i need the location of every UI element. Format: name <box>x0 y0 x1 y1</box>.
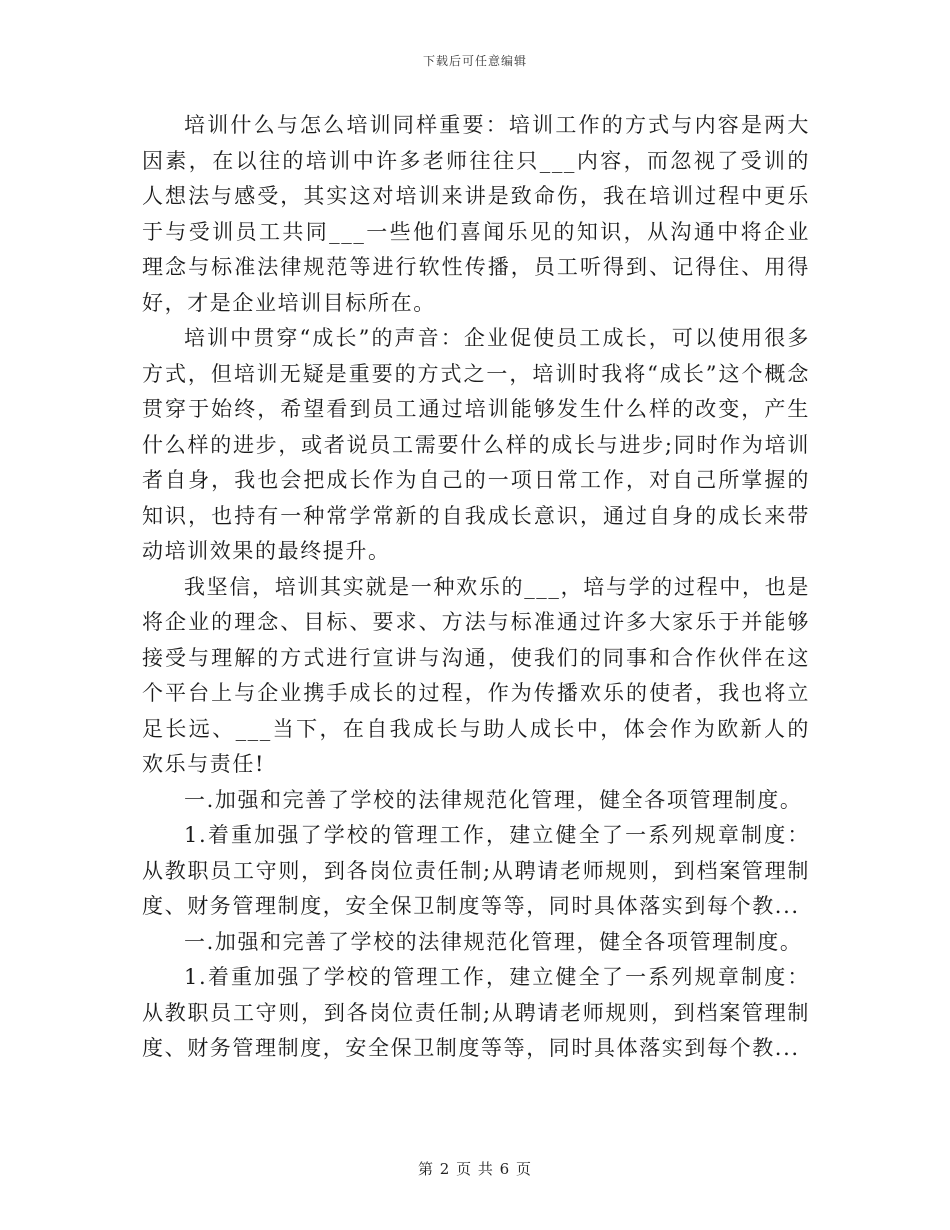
paragraph-management-2: 1.着重加强了学校的管理工作，建立健全了一系列规章制度：从教职员工守则，到各岗位责任制;从聘请老师规则，到档案管理制度、财务管理制度，安全保卫制度等等，同时具体落实到每个教... <box>142 965 810 1060</box>
paragraph-management-1: 1.着重加强了学校的管理工作，建立健全了一系列规章制度：从教职员工守则，到各岗位责任制;从聘请老师规则，到档案管理制度、财务管理制度，安全保卫制度等等，同时具体落实到每个教... <box>142 823 810 918</box>
paragraph-section-heading-2: 一.加强和完善了学校的法律规范化管理，健全各项管理制度。 <box>184 929 803 954</box>
page-number: 第 2 页 共 6 页 <box>418 1160 532 1178</box>
paragraph-belief: 我坚信，培训其实就是一种欢乐的___，培与学的过程中，也是将企业的理念、目标、要求、方法与标准通过许多大家乐于并能够接受与理解的方式进行宣讲与沟通，使我们的同事和合作伙伴在这个平台上与企业携手成长的过程，作为传播欢乐的使者，我也将立足长远、___当下，在自我成长与助人成长中，体会作为欧新人的欢乐与责任! <box>142 574 810 776</box>
page-header-note: 下载后可任意编辑 <box>422 54 527 68</box>
paragraph-growth: 培训中贯穿“成长”的声音：企业促使员工成长，可以使用很多方式，但培训无疑是重要的方式之一，培训时我将“成长”这个概念贯穿于始终，希望看到员工通过培训能够发生什么样的改变，产生什么样的进步，或者说员工需要什么样的成长与进步;同时作为培训者自身，我也会把成长作为自己的一项日常工作，对自己所掌握的知识，也持有一种常学常新的自我成长意识，通过自身的成长来带动培训效果的最终提升。 <box>142 326 810 563</box>
paragraph-section-heading-1: 一.加强和完善了学校的法律规范化管理，健全各项管理制度。 <box>184 787 803 812</box>
paragraph-training-content: 培训什么与怎么培训同样重要：培训工作的方式与内容是两大因素，在以往的培训中许多老师往往只___内容，而忽视了受训的人想法与感受，其实这对培训来讲是致命伤，我在培训过程中更乐于与受训员工共同___一些他们喜闻乐见的知识，从沟通中将企业理念与标准法律规范等进行软性传播，员工听得到、记得住、用得好，才是企业培训目标所在。 <box>142 113 810 315</box>
document-body <box>142 108 810 1067</box>
